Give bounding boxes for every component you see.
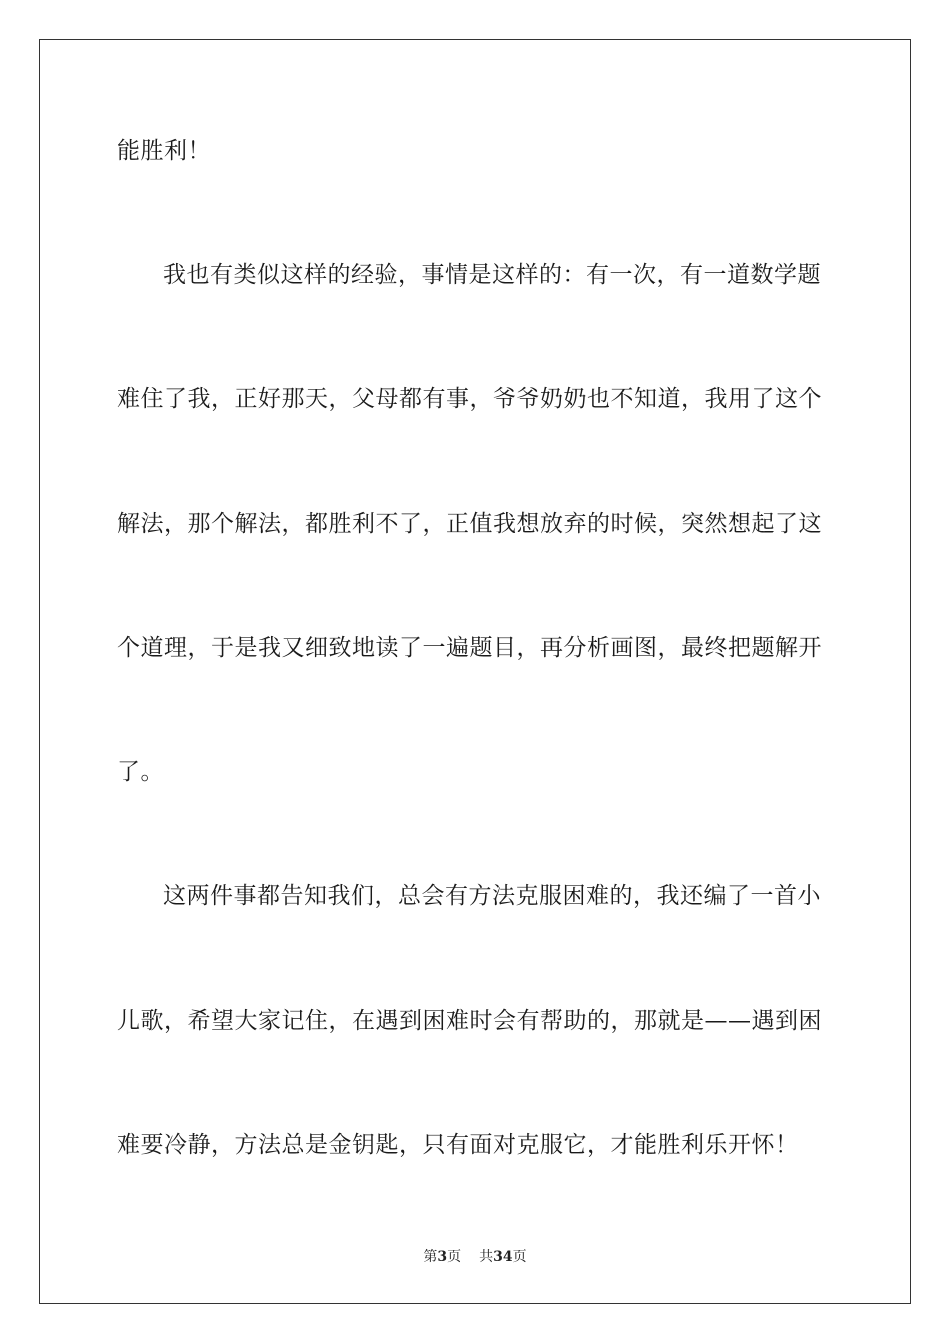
page-number: 3 — [437, 1249, 448, 1265]
total-suffix: 页 — [512, 1249, 527, 1265]
page-frame — [39, 39, 911, 1304]
text-line: 了。 — [117, 759, 164, 785]
page-footer — [0, 1247, 950, 1267]
text-line: 儿歌，希望大家记住，在遇到困难时会有帮助的，那就是——遇到困 — [117, 1008, 822, 1034]
text-line: 难要冷静，方法总是金钥匙，只有面对克服它，才能胜利乐开怀！ — [117, 1132, 799, 1158]
text-line: 个道理，于是我又细致地读了一遍题目，再分析画图，最终把题解开 — [117, 635, 822, 661]
total-pages: 34 — [493, 1249, 513, 1265]
paragraph-first-line: 这两件事都告知我们，总会有方法克服困难的，我还编了一首小 — [163, 883, 821, 909]
text-line: 解法，那个解法，都胜利不了，正值我想放弃的时候，突然想起了这 — [117, 511, 822, 537]
page-suffix: 页 — [447, 1249, 462, 1265]
page-prefix: 第 — [423, 1249, 438, 1265]
paragraph-first-line: 我也有类似这样的经验，事情是这样的：有一次，有一道数学题 — [163, 262, 821, 288]
text-line: 难住了我，正好那天，父母都有事，爷爷奶奶也不知道，我用了这个 — [117, 386, 822, 412]
text-line: 能胜利！ — [117, 138, 211, 164]
total-prefix: 共 — [479, 1249, 494, 1265]
